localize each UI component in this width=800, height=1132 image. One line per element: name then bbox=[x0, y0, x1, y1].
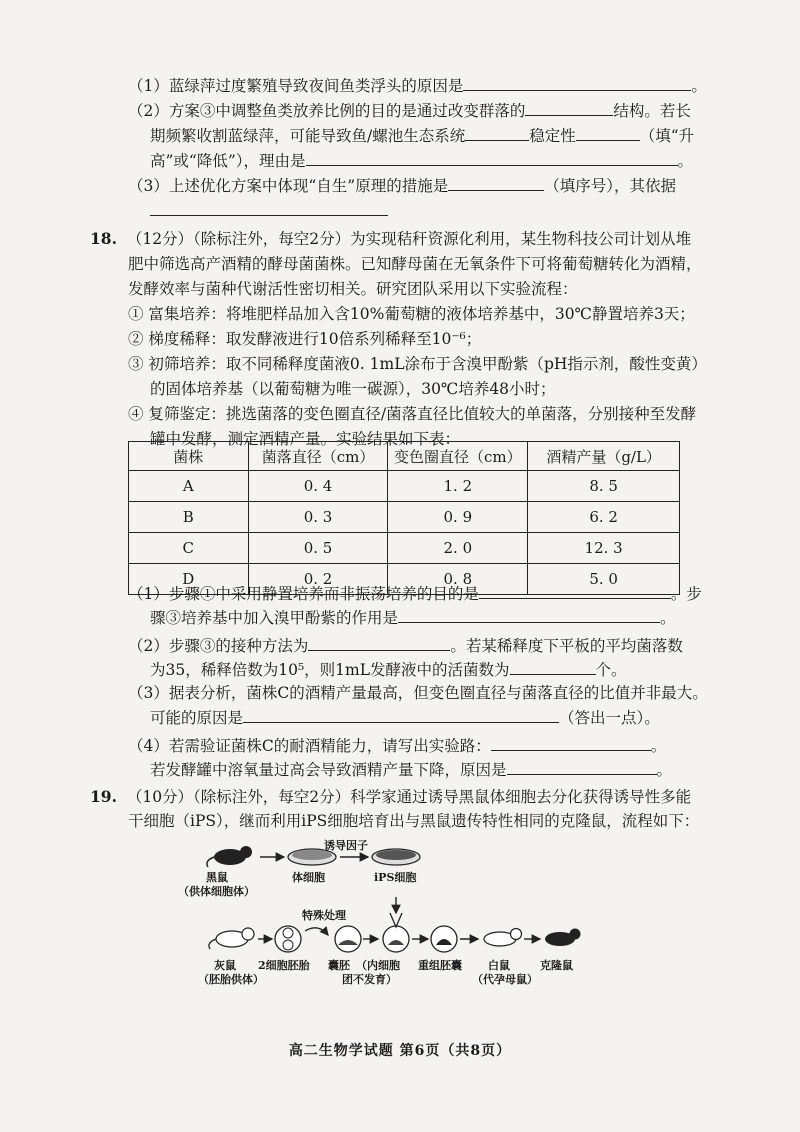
two-cell-embryo-icon bbox=[275, 926, 301, 952]
table-cell: 0. 9 bbox=[388, 502, 528, 533]
q19-intro-2: 干细胞（iPS），继而利用iPS细胞培育出与黑鼠遗传特性相同的克隆鼠，流程如下： bbox=[128, 812, 700, 830]
answer-blank[interactable] bbox=[576, 124, 640, 141]
label-donor: （供体细胞体） bbox=[178, 885, 255, 898]
clone-mouse-icon bbox=[545, 929, 581, 947]
q18-intro: 18. （12分）（除标注外，每空2分）为实现秸秆资源化利用，某生物科技公司计划从堆 bbox=[90, 229, 692, 248]
label-inner-mass: （内细胞 bbox=[356, 959, 400, 972]
label-black-mouse: 黑鼠 bbox=[206, 871, 228, 884]
table-cell: 0. 2 bbox=[248, 564, 388, 595]
q18-sub3: （3）据表分析，菌株C的酒精产量最高，但变色圈直径与菌落直径的比值并非最大。 bbox=[128, 684, 708, 702]
table-cell: D bbox=[129, 564, 249, 595]
table-row bbox=[129, 502, 680, 533]
answer-blank[interactable] bbox=[463, 74, 691, 91]
ips-flow-diagram bbox=[178, 835, 600, 1010]
label-factor: 诱导因子 bbox=[324, 839, 368, 852]
answer-blank[interactable] bbox=[507, 758, 657, 775]
q18-sub1: （1）步骤①中采用静置培养而非振荡培养的目的是 。步 bbox=[128, 582, 702, 605]
label-recombined: 重组胚囊 bbox=[418, 959, 462, 972]
q18-step4: ④ 复筛鉴定：挑选菌落的变色圈直径/菌落直径比值较大的单菌落，分别接种至发酵 bbox=[128, 405, 697, 423]
recombined-embryo-icon bbox=[431, 926, 457, 952]
answer-blank[interactable] bbox=[448, 174, 544, 191]
label-blastocyst: 囊胚 bbox=[328, 959, 350, 972]
table-row bbox=[129, 533, 680, 564]
label-ips: iPS细胞 bbox=[374, 871, 417, 884]
answer-blank[interactable] bbox=[465, 124, 529, 141]
q18-sub2-cont: 为35，稀释倍数为10⁵，则1mL发酵液中的活菌数为 个。 bbox=[150, 658, 627, 681]
answer-blank[interactable] bbox=[243, 706, 559, 723]
answer-blank[interactable] bbox=[306, 149, 678, 166]
gray-mouse-icon bbox=[209, 928, 254, 949]
table-row bbox=[129, 471, 680, 502]
results-table bbox=[128, 441, 680, 595]
answer-blank[interactable] bbox=[525, 99, 613, 116]
q17-sub3: （3）上述优化方案中体现“自生”原理的措施是 （填序号），其依据 bbox=[128, 174, 676, 197]
q17-sub2-cont: 期频繁收割蓝绿萍，可能导致鱼/螺池生态系统 稳定性 （填“升 bbox=[150, 124, 694, 147]
table-cell: 5. 0 bbox=[528, 564, 680, 595]
q18-sub1-cont: 骤③培养基中加入溴甲酚紫的作用是 。 bbox=[150, 606, 676, 629]
flow-arrow bbox=[305, 928, 328, 935]
table-header-row bbox=[129, 442, 680, 471]
q18-step2: ② 梯度稀释：取发酵液进行10倍系列稀释至10⁻⁶； bbox=[128, 330, 482, 348]
blastocyst-icon bbox=[335, 926, 361, 952]
page-footer: 高二生物学试题 第6页（共8页） bbox=[288, 1043, 512, 1059]
label-special: 特殊处理 bbox=[302, 909, 346, 922]
table-header: 酒精产量（g/L） bbox=[528, 442, 680, 471]
white-mouse-icon bbox=[484, 929, 522, 947]
q18-intro-3: 发酵效率与菌种代谢活性密切相关。研究团队采用以下实验流程： bbox=[128, 280, 578, 298]
injection-icon bbox=[383, 913, 409, 952]
answer-blank[interactable] bbox=[491, 734, 651, 751]
table-header: 菌落直径（cm） bbox=[248, 442, 388, 471]
answer-blank[interactable] bbox=[308, 634, 450, 651]
q17-sub3-cont bbox=[150, 199, 388, 222]
black-mouse-icon bbox=[207, 846, 252, 867]
q17-sub2-cont2: 高”或“降低”），理由是 。 bbox=[150, 149, 693, 172]
table-cell: 6. 2 bbox=[528, 502, 680, 533]
q18-step3-cont: 的固体培养基（以葡萄糖为唯一碳源），30℃培养48小时； bbox=[150, 380, 556, 398]
table-cell: 0. 8 bbox=[388, 564, 528, 595]
q18-sub4-cont: 若发酵罐中溶氧量过高会导致酒精产量下降，原因是 。 bbox=[150, 758, 672, 781]
label-embryo-donor: （胚胎供体） bbox=[198, 973, 264, 986]
q18-step4-cont: 罐中发酵，测定酒精产量。实验结果如下表： bbox=[150, 430, 461, 448]
q18-sub2: （2）步骤③的接种方法为 。若某稀释度下平板的平均菌落数 bbox=[128, 634, 683, 657]
q18-sub3-cont: 可能的原因是 （答出一点）。 bbox=[150, 706, 660, 729]
q17-sub1: （1）蓝绿萍过度繁殖导致夜间鱼类浮头的原因是 。 bbox=[128, 74, 707, 97]
table-header: 菌株 bbox=[129, 442, 249, 471]
table-cell: 12. 3 bbox=[528, 533, 680, 564]
answer-blank[interactable] bbox=[150, 199, 388, 216]
label-white-mouse: 白鼠 bbox=[488, 959, 510, 972]
table-cell: 1. 2 bbox=[388, 471, 528, 502]
label-inner-mass-2: 团不发育） bbox=[342, 973, 397, 986]
answer-blank[interactable] bbox=[510, 658, 596, 675]
table-cell: 2. 0 bbox=[388, 533, 528, 564]
answer-blank[interactable] bbox=[398, 606, 660, 623]
label-surrogate: （代孕母鼠） bbox=[472, 973, 538, 986]
table-cell: B bbox=[129, 502, 249, 533]
table-cell: A bbox=[129, 471, 249, 502]
table-cell: 8. 5 bbox=[528, 471, 680, 502]
table-cell: C bbox=[129, 533, 249, 564]
q18-step1: ① 富集培养：将堆肥样品加入含10%葡萄糖的液体培养基中，30℃静置培养3天； bbox=[128, 305, 695, 323]
label-somatic: 体细胞 bbox=[292, 871, 325, 884]
table-cell: 0. 3 bbox=[248, 502, 388, 533]
q18-step3: ③ 初筛培养：取不同稀释度菌液0. 1mL涂布于含溴甲酚紫（pH指示剂，酸性变黄） bbox=[128, 355, 707, 373]
label-gray-mouse: 灰鼠 bbox=[214, 959, 236, 972]
label-two-cell: 2细胞胚胎 bbox=[258, 959, 310, 972]
q17-sub2: （2）方案③中调整鱼类放养比例的目的是通过改变群落的 结构。若长 bbox=[128, 99, 691, 122]
q18-intro-2: 肥中筛选高产酒精的酵母菌菌株。已知酵母菌在无氧条件下可将葡萄糖转化为酒精， bbox=[128, 255, 702, 273]
label-clone: 克隆鼠 bbox=[540, 959, 573, 972]
answer-blank[interactable] bbox=[479, 582, 671, 599]
table-cell: 0. 5 bbox=[248, 533, 388, 564]
table-header: 变色圈直径（cm） bbox=[388, 442, 528, 471]
q19-intro: 19. （10分）（除标注外，每空2分）科学家通过诱导黑鼠体细胞去分化获得诱导性多能 bbox=[90, 787, 692, 806]
q18-sub4: （4）若需验证菌株C的耐酒精能力，请写出实验路： 。 bbox=[128, 734, 666, 757]
table-cell: 0. 4 bbox=[248, 471, 388, 502]
ips-cell-dish-icon bbox=[372, 849, 420, 865]
